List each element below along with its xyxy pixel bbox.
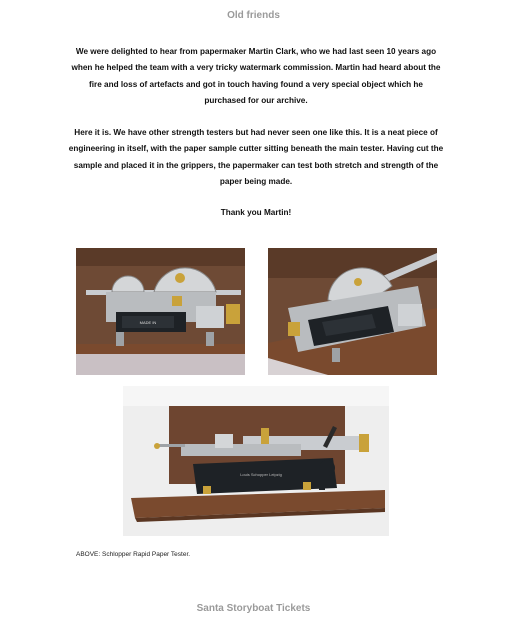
page-title: Old friends [227, 10, 280, 21]
tester-photo-side [123, 386, 389, 536]
svg-text:Louis Schopper Leipzig: Louis Schopper Leipzig [240, 472, 282, 477]
intro-paragraph: We were delighted to hear from papermaker Martin Clark, who we had last seen 10 years ago when he helped the team with a very tricky watermark commission. Martin had heard about the fire and loss of artefacts and got in touch having found a very special object which he purchased for our archive. [71, 47, 441, 105]
photo-caption: ABOVE: Schlopper Rapid Paper Tester. [76, 551, 191, 558]
tester-photo-angled [268, 248, 437, 375]
thanks-paragraph: Thank you Martin! [220, 208, 292, 217]
description-paragraph: Here it is. We have other strength testers but had never seen one like this. It is a neat piece of engineering in itself, with the paper sample cutter sitting beneath the main tester. Having cut the sample and placed it in the grippers, the papermaker can test both stretch and strength of the paper being made. [68, 128, 444, 186]
next-section-heading: Santa Storyboat Tickets [196, 603, 311, 614]
tester-photo-front [76, 248, 245, 375]
svg-text:MADE IN: MADE IN [139, 320, 157, 325]
